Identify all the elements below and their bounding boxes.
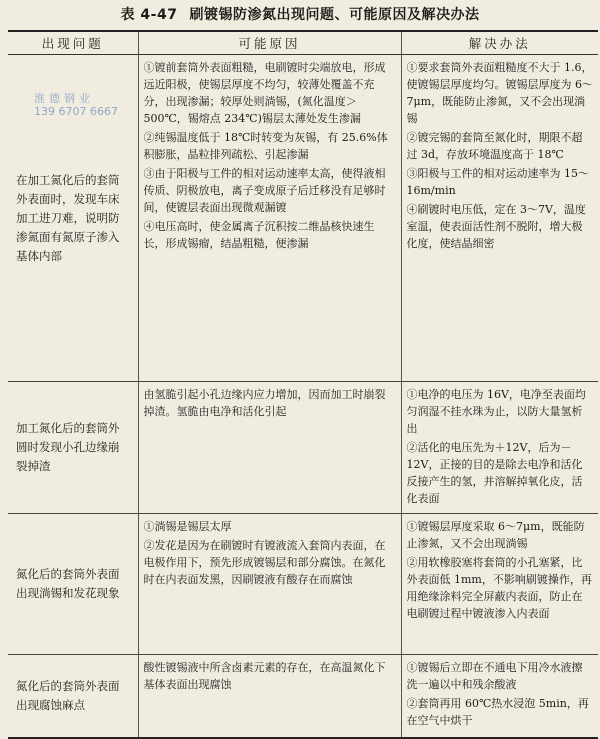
solution-item: ①镀锡后立即在不通电下用冷水液擦洗一遍以中和残余酸液 — [406, 661, 583, 691]
watermark-phone: 139 6707 6667 — [34, 105, 118, 118]
cause-cell — [138, 514, 401, 655]
cause-item: ②纯锡温度低于 18℃时转变为灰锡，有 25.6%体积膨胀，晶粒排列疏松、引起渗漏 — [143, 131, 388, 161]
cause-item: 酸性镀锡液中所含卤素元素的存在，在高温氮化下基体表面出现腐蚀 — [143, 661, 386, 691]
problem-cell: 氮化后的套筒外表面出现腐蚀麻点 — [8, 655, 138, 739]
header-solution: 解决办法 — [401, 31, 598, 55]
problem-cell: 在加工氮化后的套筒外表面时，发现车床加工进刀难，说明防渗氮面有氮原子渗入基体内部 — [8, 55, 138, 382]
cause-cell — [138, 55, 401, 382]
solution-item: ①要求套筒外表面粗糙度不大于 1.6，使镀锡层厚度均匀。镀锡层厚度为 6～7μm，既能防止渗氮，又不会出现淌锡 — [406, 61, 593, 125]
cause-cell — [138, 655, 401, 739]
cause-cell — [138, 382, 401, 514]
solution-item: ③阳极与工件的相对运动速率为 15～16m/min — [406, 167, 589, 197]
watermark — [34, 92, 118, 118]
solution-cell — [401, 655, 598, 739]
solution-item: ②镀完锡的套筒至氮化时，期限不超过 3d，存放环境温度高于 18℃ — [406, 131, 583, 161]
solution-item: ①镀锡层厚度采取 6～7μm，既能防止渗氮，又不会出现淌锡 — [406, 520, 585, 550]
solution-item: ②套筒再用 60℃热水浸泡 5min，再在空气中烘干 — [406, 697, 589, 727]
problem-cell: 氮化后的套筒外表面出现淌锡和发花现象 — [8, 514, 138, 655]
solution-item: ②活化的电压先为＋12V，后为－12V，正接的目的是除去电净和活化反接产生的氢，并溶解掉氧化皮，活化表面 — [406, 441, 583, 505]
cause-item: ④电压高时，使金属离子沉积按二维晶核快速生长，形成锡瘤，结晶粗糙，便渗漏 — [143, 220, 375, 250]
header-problem: 出现问题 — [8, 31, 138, 55]
table-row — [8, 514, 598, 655]
header-cause: 可能原因 — [138, 31, 401, 55]
solution-cell — [401, 514, 598, 655]
table-row — [8, 382, 598, 514]
cause-item: ①淌锡是锡层太厚 — [143, 520, 232, 533]
header-row — [8, 31, 598, 55]
solution-cell — [401, 55, 598, 382]
table-title-text: 刷镀锡防渗氮出现问题、可能原因及解决办法 — [189, 7, 480, 23]
problem-cell: 加工氮化后的套筒外圆时发现小孔边缘崩裂掉渣 — [8, 382, 138, 514]
cause-item: 由氢脆引起小孔边缘内应力增加，因而加工时崩裂掉渣。氢脆由电净和活化引起 — [143, 388, 386, 418]
cause-item: ①镀前套筒外表面粗糙，电刷镀时尖端放电，形成远近阳极，使锡层厚度不均匀，较薄处覆盖不充分，出现渗漏；较厚处则淌锡，(氮化温度＞500℃，锡熔点 234℃)锡层太薄处发生渗漏 — [143, 61, 386, 125]
solution-item: ②用软橡胶塞将套筒的小孔塞紧，比外表面低 1mm，不影响刷镀操作，再用绝缘涂料完全屏蔽内表面，防止在电刷镀过程中镀液渗入内表面 — [406, 556, 592, 620]
table-title — [0, 4, 600, 24]
watermark-name: 淮德钢业 — [34, 92, 94, 105]
problem-cause-solution-table — [8, 30, 598, 739]
cause-item: ③由于阳极与工件的相对运动速率太高，使得液相传质、阴极放电，离子变成原子后迁移没有足够时间，使镀层表面出现微观漏镀 — [143, 167, 386, 214]
solution-item: ①电净的电压为 16V，电净至表面均匀润湿不挂水珠为止，以防大量氢析出 — [406, 388, 586, 435]
table-row — [8, 655, 598, 739]
solution-item: ④刷镀时电压低，定在 3～7V，温度室温，使表面活性剂不脱附，增大极化度，使结晶细密 — [406, 203, 586, 250]
table-number: 表 4-47 — [120, 7, 178, 23]
cause-item: ②发花是因为在刷镀时有镀液流入套筒内表面，在电极作用下，预先形成镀锡层和部分腐蚀。在氮化时在内表面发黑，因刷镀液有酸存在而腐蚀 — [143, 539, 386, 586]
solution-cell — [401, 382, 598, 514]
